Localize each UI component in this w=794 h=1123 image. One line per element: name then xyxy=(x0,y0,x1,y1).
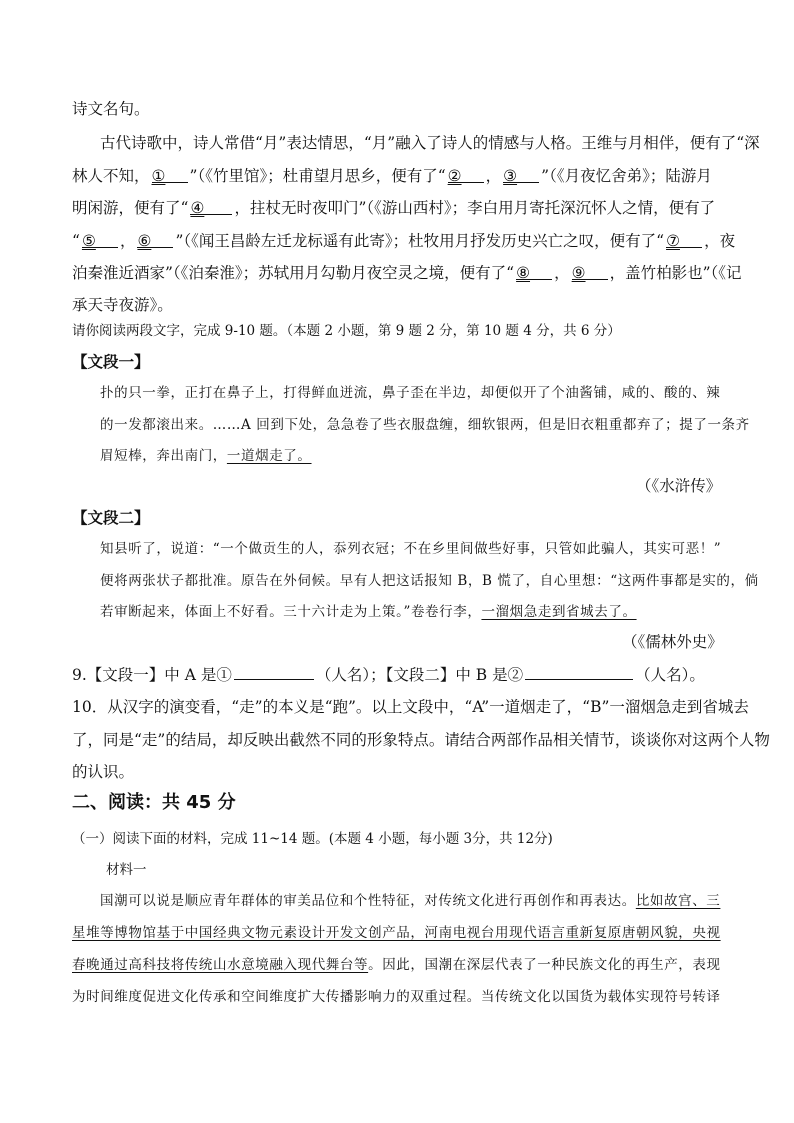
text: ，盖竹柏影也”（《记 xyxy=(609,264,742,282)
material-line xyxy=(100,891,720,911)
material-line xyxy=(72,923,721,943)
question-10-line: 10．从汉字的演变看，“走”的本义是“跑”。以上文段中，“A”一道烟走了，“B”一溜烟急走到省城去 xyxy=(72,698,749,716)
text: 若审断起来，体面上不好看。三十六计走为上策。”卷卷行李， xyxy=(100,604,482,620)
text: ， xyxy=(485,167,502,185)
poem-line-6: 承天寺夜游》。 xyxy=(72,296,173,314)
poem-line-4 xyxy=(72,231,735,251)
question-10-line: 的认识。 xyxy=(72,763,135,781)
text: 泊秦淮近酒家”（《泊秦淮》；苏轼用月勾勒月夜空灵之境，便有了“ xyxy=(72,264,515,282)
blank-2[interactable] xyxy=(448,166,484,183)
text: ， xyxy=(554,264,570,282)
underlined-phrase: 春晚通过高科技将传统山水意境融入现代舞台等 xyxy=(72,957,369,973)
reading-intro: 请你阅读两段文字，完成 9-10 题。（本题 2 小题，第 9 题 2 分，第 10 题 4 分，共 6 分） xyxy=(72,323,621,339)
passage2-line: 便将两张状子都批准。原告在外伺候。早有人把这话报知 B，B 慌了，自心里想：“这两件事都是实的，倘 xyxy=(100,573,759,589)
passage1-header: 【文段一】 xyxy=(72,352,150,371)
blank-number: ⑦ xyxy=(666,232,680,250)
blank-number: ⑨ xyxy=(571,264,586,282)
underlined-phrase: 星堆等博物馆基于中国经典文物元素设计开发文创产品，河南电视台用现代语言重新复原唐朝风貌，央视 xyxy=(72,925,721,941)
passage1-line: 扑的只一拳，正打在鼻子上，打得鲜血迸流，鼻子歪在半边，却便似开了个油酱铺，咸的、酸的、辣 xyxy=(100,385,721,401)
question-10-line: 了，同是“走”的结局，却反映出截然不同的形象特点。请结合两部作品相关情节，谈谈你对这两个人物 xyxy=(72,731,770,749)
passage2-header: 【文段二】 xyxy=(72,508,150,527)
blank-6[interactable] xyxy=(137,231,173,248)
blank-7[interactable] xyxy=(666,231,702,248)
text: 。因此，国潮在深层代表了一种民族文化的再生产，表现 xyxy=(368,957,721,973)
text: 古代诗歌中，诗人常借“月”表达情思，“月”融入了诗人的情感与人格。王维与月相伴，便有了“深 xyxy=(100,134,760,152)
text: “ xyxy=(72,232,80,250)
question-9 xyxy=(72,663,705,685)
blank-number: ③ xyxy=(503,167,518,185)
blank-number: ⑤ xyxy=(81,232,96,250)
text: ， xyxy=(119,232,136,250)
material-line xyxy=(72,955,721,975)
blank-number: ⑧ xyxy=(516,264,531,282)
poem-line-3 xyxy=(72,198,715,218)
underlined-phrase: 一溜烟急走到省城去了。 xyxy=(481,604,637,620)
text: 国潮可以说是顺应青年群体的审美品位和个性特征，对传统文化进行再创作和再表达。 xyxy=(100,893,636,909)
blank-9[interactable] xyxy=(572,263,608,280)
text: ”（《月夜忆舍弟》；陆游月 xyxy=(541,167,712,185)
blank-4[interactable] xyxy=(190,198,232,215)
text: 林人不知， xyxy=(72,167,150,185)
underlined-phrase: 比如故宫、三 xyxy=(635,893,721,909)
text: ”（《闻王昌龄左迁龙标遥有此寄》；杜牧用月抒发历史兴亡之叹，便有了“ xyxy=(175,232,665,250)
poem-line-2 xyxy=(72,166,712,186)
text: ”（《竹里馆》；杜甫望月思乡，便有了“ xyxy=(189,167,446,185)
passage1-line xyxy=(100,446,312,466)
blank-number: ② xyxy=(447,167,462,185)
answer-blank-a[interactable] xyxy=(234,663,314,680)
blank-5[interactable] xyxy=(82,231,118,248)
text: （人名）；【文段二】中 B 是② xyxy=(315,666,524,684)
passage1-line: 的一发都滚出来。……A 回到下处，急急卷了些衣服盘缠，细软银两，但是旧衣粗重都弃了；提了一条齐 xyxy=(100,417,750,433)
text: （人名）。 xyxy=(635,666,705,684)
passage2-line xyxy=(100,602,637,622)
text: 9.【文段一】中 A 是① xyxy=(72,666,232,684)
material-line: 为时间维度促进文化传承和空间维度扩大传播影响力的双重过程。当传统文化以国货为载体实现符号转译 xyxy=(72,989,721,1005)
blank-number: ④ xyxy=(190,199,205,217)
blank-number: ① xyxy=(151,167,166,185)
passage1-source: （《水浒传》 xyxy=(636,477,722,495)
section-subheading: （一）阅读下面的材料，完成 11~14 题。(本题 4 小题，每小题 3分，共 12分) xyxy=(72,831,553,847)
passage2-line: 知县听了，说道：“一个做贡生的人，忝列衣冠；不在乡里间做些好事，只管如此骗人，其实可恶！” xyxy=(100,541,722,557)
blank-3[interactable] xyxy=(503,166,539,183)
text: 明闲游，便有了“ xyxy=(72,199,189,217)
passage2-source: （《儒林外史》 xyxy=(622,633,723,651)
text: ，拄杖无时夜叩门”（《游山西村》；李白用月寄托深沉怀人之情，便有了 xyxy=(234,199,716,217)
text: ，夜 xyxy=(704,232,736,250)
underlined-phrase: 一道烟走了。 xyxy=(226,448,312,464)
blank-8[interactable] xyxy=(516,263,552,280)
blank-number: ⑥ xyxy=(137,232,152,250)
answer-blank-b[interactable] xyxy=(525,663,633,680)
blank-1[interactable] xyxy=(152,166,188,183)
material-label: 材料一 xyxy=(106,862,147,878)
poem-line-5 xyxy=(72,263,742,283)
text: 眉短棒，奔出南门， xyxy=(100,448,227,464)
poem-intro: 诗文名句。 xyxy=(72,100,150,118)
poem-line-1 xyxy=(100,133,760,153)
section-heading: 二、阅读：共 45 分 xyxy=(72,792,236,813)
